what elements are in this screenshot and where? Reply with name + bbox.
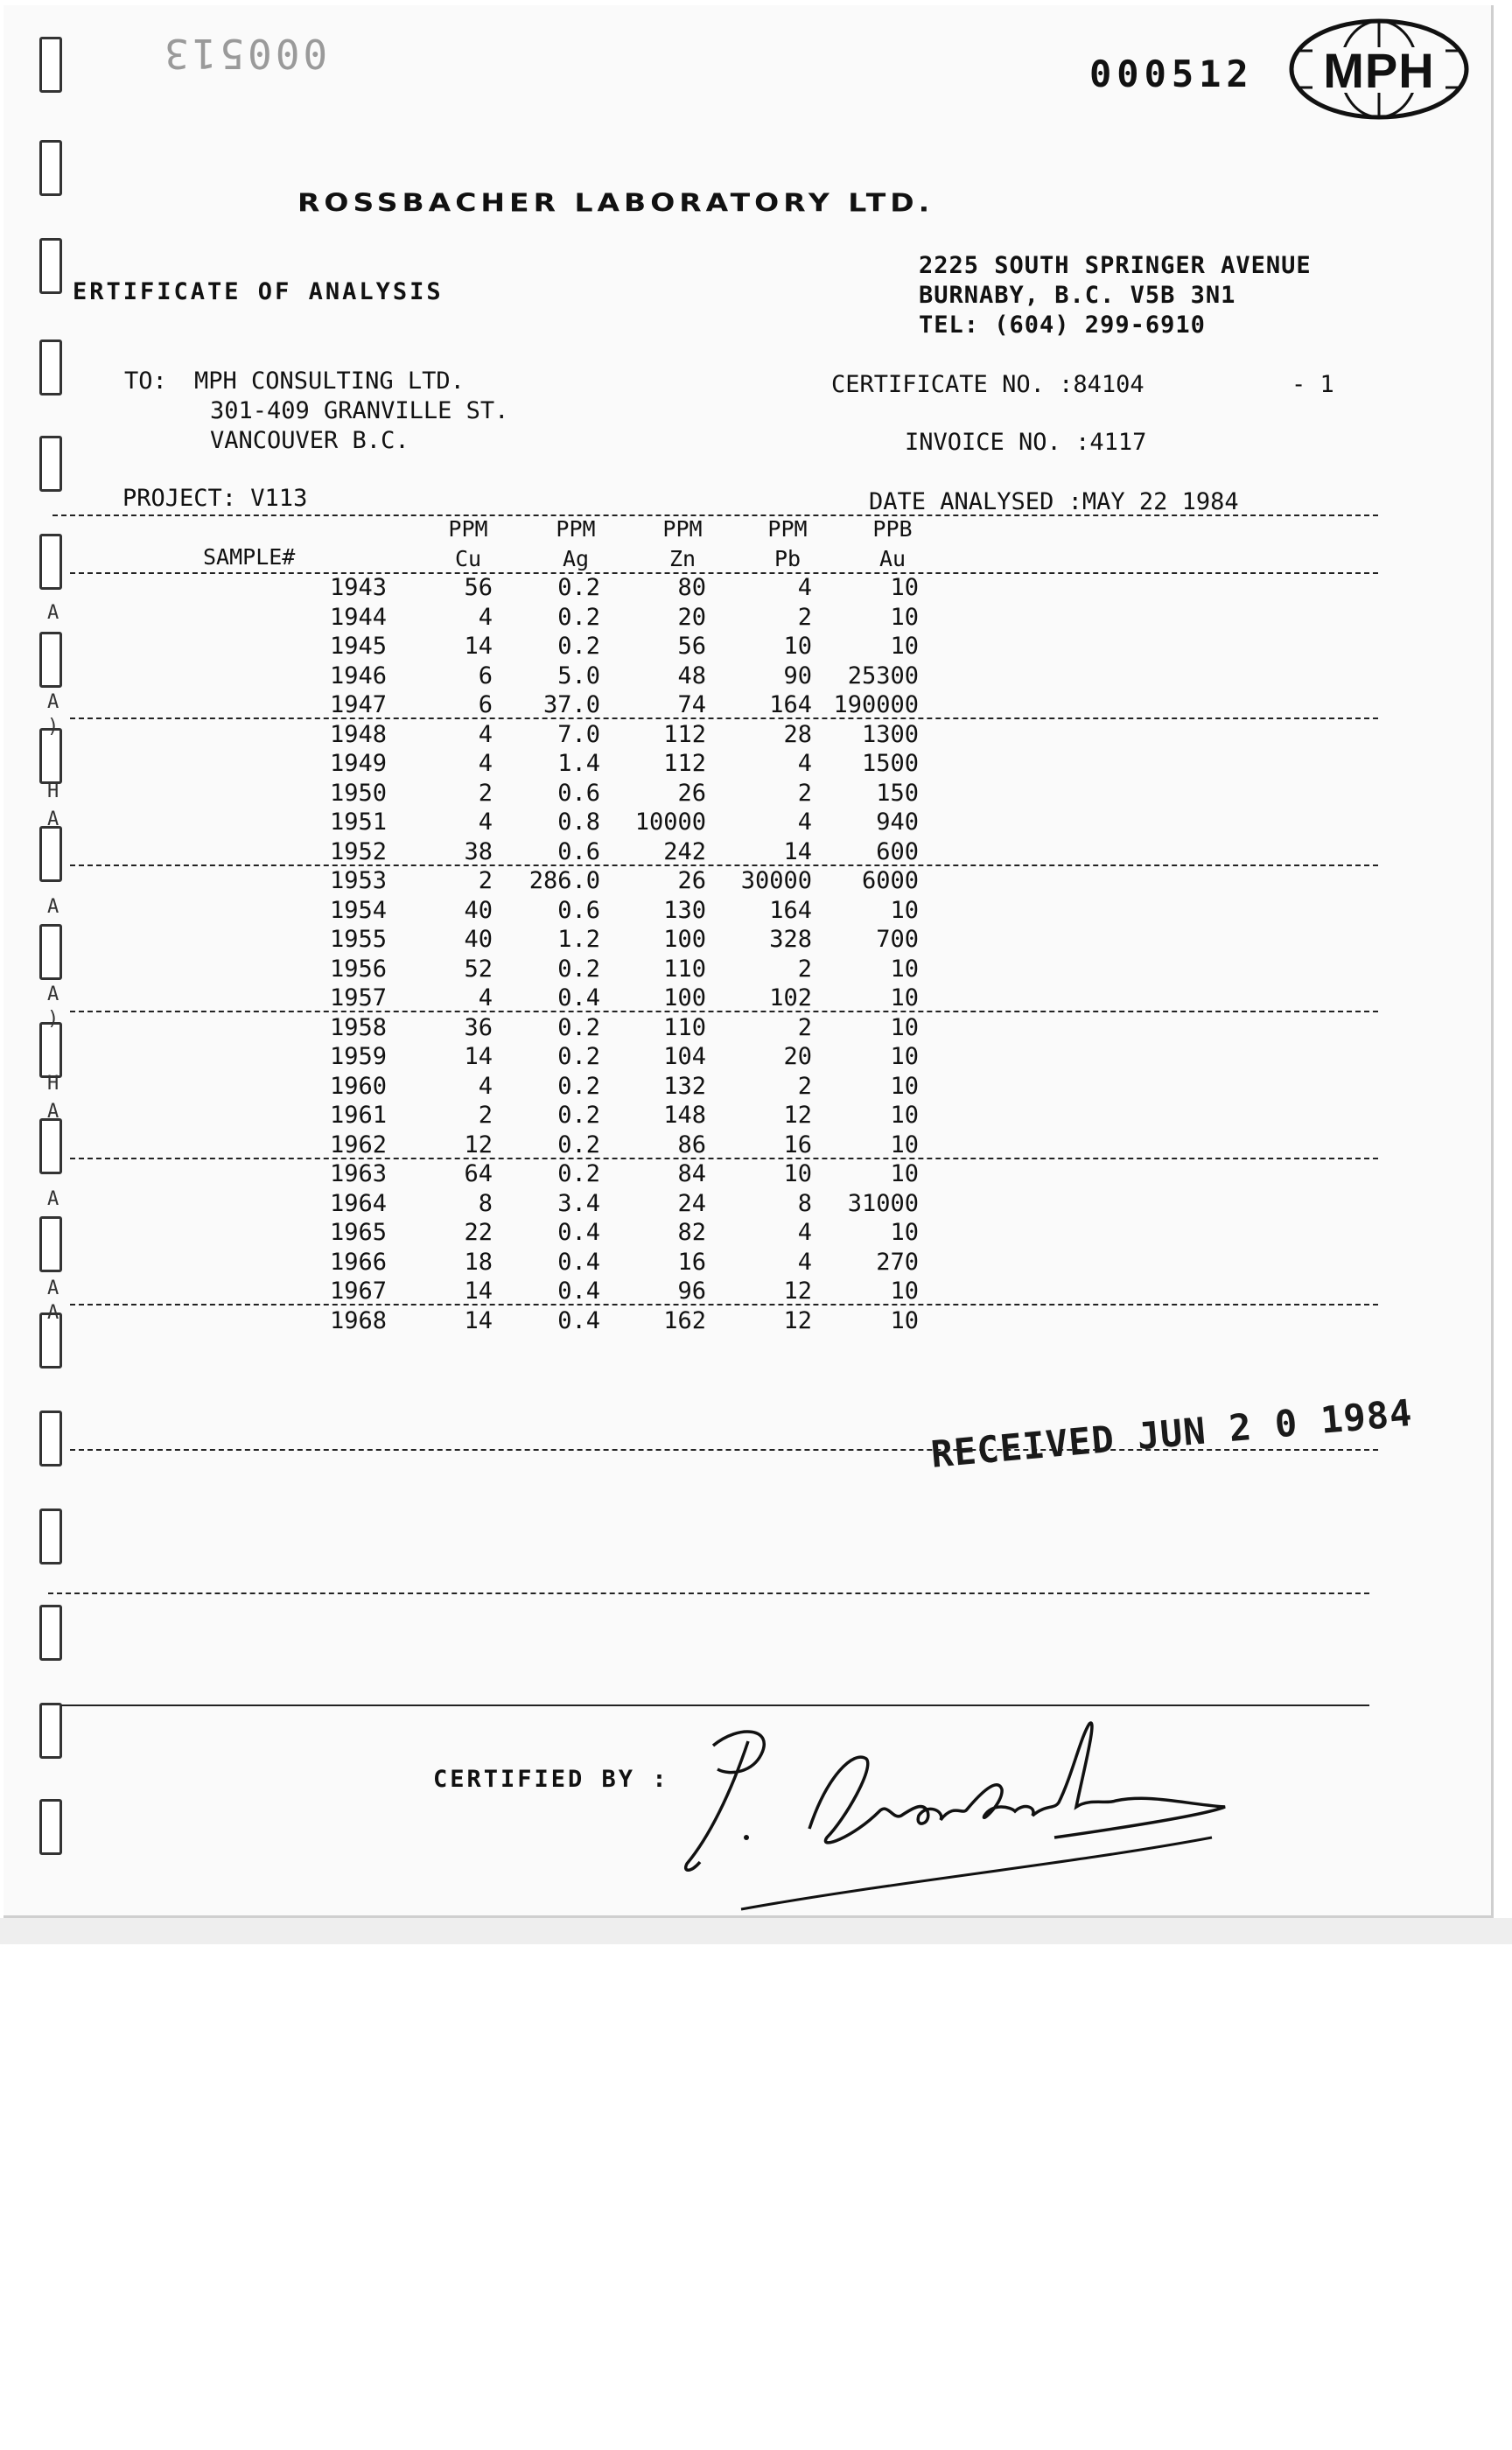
assay-value-ag: 0.6 [557, 896, 600, 924]
assay-value-au: 940 [876, 808, 919, 836]
assay-value-cu: 14 [464, 1278, 493, 1305]
assay-value-pb: 4 [797, 808, 812, 836]
assay-value-zn: 80 [677, 574, 706, 601]
assay-value-zn: 112 [663, 720, 706, 748]
assay-value-zn: 130 [663, 896, 706, 924]
assay-value-pb: 4 [797, 750, 812, 777]
assay-value-pb: 328 [769, 926, 812, 953]
assay-value-cu: 36 [464, 1013, 493, 1041]
assay-value-ag: 0.4 [557, 1306, 600, 1334]
sample-id: 1946 [329, 662, 387, 690]
assay-value-cu: 2 [478, 779, 493, 807]
assay-value-pb: 4 [797, 574, 812, 601]
assay-value-cu: 12 [464, 1130, 493, 1158]
assay-value-pb: 2 [797, 779, 812, 807]
margin-mark: A [47, 808, 60, 830]
assay-value-au: 10 [890, 984, 919, 1012]
sample-id: 1960 [329, 1072, 387, 1100]
assay-value-au: 10 [890, 603, 919, 631]
sample-id: 1951 [329, 808, 387, 836]
margin-mark: ) [47, 716, 60, 738]
sample-id: 1968 [329, 1306, 387, 1334]
assay-value-pb: 10 [783, 633, 812, 660]
assay-value-pb: 2 [797, 603, 812, 631]
received-stamp: RECEIVED JUN 2 0 1984 [929, 1390, 1415, 1476]
assay-value-pb: 30000 [740, 867, 812, 894]
assay-value-au: 190000 [833, 691, 919, 718]
document-type: ERTIFICATE OF ANALYSIS [73, 278, 444, 305]
assay-value-au: 31000 [847, 1189, 919, 1217]
assay-value-ag: 0.2 [557, 955, 600, 983]
document-number: 000512 [1089, 52, 1254, 95]
assay-value-cu: 14 [464, 1043, 493, 1070]
assay-value-zn: 20 [677, 603, 706, 631]
sample-id: 1943 [329, 574, 387, 601]
assay-value-au: 10 [890, 1278, 919, 1305]
assay-value-cu: 22 [464, 1219, 493, 1246]
assay-value-ag: 0.2 [557, 1130, 600, 1158]
assay-value-ag: 286.0 [528, 867, 600, 894]
assay-value-zn: 110 [663, 1013, 706, 1041]
assay-value-au: 1500 [861, 750, 919, 777]
page-number: - 1 [1292, 371, 1334, 398]
scan-edge [0, 1918, 1512, 1944]
assay-value-au: 10 [890, 1306, 919, 1334]
mph-logo [1288, 18, 1470, 121]
margin-mark: A [47, 1278, 60, 1299]
date-analysed: DATE ANALYSED :MAY 22 1984 [869, 488, 1239, 515]
assay-value-ag: 1.2 [557, 926, 600, 953]
assay-value-pb: 10 [783, 1160, 812, 1187]
assay-value-au: 10 [890, 1043, 919, 1070]
assay-value-zn: 48 [677, 662, 706, 690]
assay-value-au: 10 [890, 1130, 919, 1158]
assay-value-cu: 2 [478, 867, 493, 894]
assay-value-pb: 164 [769, 896, 812, 924]
assay-value-cu: 18 [464, 1248, 493, 1276]
invoice-number: INVOICE NO. :4117 [905, 429, 1147, 456]
sample-id: 1964 [329, 1189, 387, 1217]
assay-value-zn: 56 [677, 633, 706, 660]
assay-value-ag: 0.2 [557, 603, 600, 631]
assay-value-zn: 26 [677, 867, 706, 894]
assay-value-cu: 14 [464, 1306, 493, 1334]
sample-id: 1967 [329, 1278, 387, 1305]
assay-value-cu: 4 [478, 984, 493, 1012]
certified-by-label: CERTIFIED BY : [433, 1766, 669, 1793]
assay-value-ag: 3.4 [557, 1189, 600, 1217]
column-element: Au [878, 546, 906, 571]
assay-value-cu: 4 [478, 720, 493, 748]
assay-value-zn: 96 [677, 1278, 706, 1305]
assay-value-ag: 0.2 [557, 1013, 600, 1041]
assay-value-pb: 12 [783, 1102, 812, 1129]
sample-id: 1961 [329, 1102, 387, 1129]
column-element: Ag [562, 546, 590, 571]
assay-value-cu: 64 [464, 1160, 493, 1187]
margin-mark: ) [47, 1008, 60, 1030]
sample-id: 1963 [329, 1160, 387, 1187]
lab-telephone: TEL: (604) 299-6910 [919, 312, 1206, 339]
assay-value-zn: 100 [663, 926, 706, 953]
assay-value-ag: 0.8 [557, 808, 600, 836]
assay-value-au: 6000 [861, 867, 919, 894]
margin-mark: A [47, 602, 60, 624]
assay-value-pb: 14 [783, 837, 812, 865]
column-element: Zn [668, 546, 696, 571]
assay-value-ag: 0.2 [557, 1072, 600, 1100]
margin-mark: A [47, 1302, 60, 1324]
group-divider [70, 1011, 1378, 1012]
assay-value-pb: 28 [783, 720, 812, 748]
assay-value-au: 600 [876, 837, 919, 865]
sample-id: 1945 [329, 633, 387, 660]
assay-value-zn: 112 [663, 750, 706, 777]
signature [678, 1706, 1238, 1916]
margin-mark: A [47, 1188, 60, 1210]
assay-value-cu: 4 [478, 1072, 493, 1100]
assay-value-pb: 4 [797, 1248, 812, 1276]
assay-value-ag: 0.2 [557, 574, 600, 601]
divider-line [48, 1592, 1369, 1594]
assay-value-pb: 16 [783, 1130, 812, 1158]
assay-value-pb: 164 [769, 691, 812, 718]
assay-value-cu: 40 [464, 926, 493, 953]
margin-mark: H [47, 1073, 60, 1095]
assay-value-ag: 7.0 [557, 720, 600, 748]
logo-text: MPH [1323, 43, 1435, 98]
assay-value-cu: 56 [464, 574, 493, 601]
project-label: PROJECT: V113 [122, 485, 308, 512]
assay-value-zn: 110 [663, 955, 706, 983]
assay-value-zn: 24 [677, 1189, 706, 1217]
recipient-name: MPH CONSULTING LTD. [194, 368, 465, 395]
assay-value-pb: 4 [797, 1219, 812, 1246]
lab-name: ROSSBACHER LABORATORY LTD. [298, 187, 934, 218]
assay-value-pb: 102 [769, 984, 812, 1012]
column-element: Cu [454, 546, 482, 571]
assay-value-ag: 0.4 [557, 1248, 600, 1276]
assay-value-zn: 148 [663, 1102, 706, 1129]
assay-value-au: 700 [876, 926, 919, 953]
assay-value-pb: 12 [783, 1306, 812, 1334]
assay-value-pb: 2 [797, 1013, 812, 1041]
to-label: TO: [124, 368, 167, 395]
sample-id: 1948 [329, 720, 387, 748]
assay-value-zn: 86 [677, 1130, 706, 1158]
assay-value-cu: 2 [478, 1102, 493, 1129]
column-unit: PPM [767, 516, 808, 542]
assay-value-ag: 0.2 [557, 1102, 600, 1129]
column-unit: PPM [556, 516, 596, 542]
assay-value-cu: 4 [478, 603, 493, 631]
assay-value-ag: 0.6 [557, 779, 600, 807]
sample-id: 1965 [329, 1219, 387, 1246]
margin-mark: A [47, 691, 60, 713]
assay-value-cu: 4 [478, 808, 493, 836]
column-unit: PPM [448, 516, 488, 542]
assay-value-au: 10 [890, 633, 919, 660]
assay-value-ag: 0.4 [557, 1219, 600, 1246]
assay-value-ag: 1.4 [557, 750, 600, 777]
sample-id: 1959 [329, 1043, 387, 1070]
sample-id: 1962 [329, 1130, 387, 1158]
assay-value-ag: 0.2 [557, 1043, 600, 1070]
assay-value-zn: 74 [677, 691, 706, 718]
assay-value-zn: 26 [677, 779, 706, 807]
assay-value-cu: 8 [478, 1189, 493, 1217]
assay-value-pb: 90 [783, 662, 812, 690]
assay-value-pb: 12 [783, 1278, 812, 1305]
assay-value-cu: 52 [464, 955, 493, 983]
assay-value-pb: 8 [797, 1189, 812, 1217]
recipient-city: VANCOUVER B.C. [210, 427, 410, 454]
assay-value-au: 1300 [861, 720, 919, 748]
sample-id: 1950 [329, 779, 387, 807]
assay-value-zn: 104 [663, 1043, 706, 1070]
margin-mark: A [47, 1101, 60, 1123]
sample-id: 1958 [329, 1013, 387, 1041]
lab-address-city: BURNABY, B.C. V5B 3N1 [919, 282, 1236, 309]
group-divider [70, 1304, 1378, 1306]
sample-id: 1954 [329, 896, 387, 924]
column-unit: PPM [662, 516, 703, 542]
assay-value-cu: 4 [478, 750, 493, 777]
assay-value-zn: 132 [663, 1072, 706, 1100]
assay-value-au: 10 [890, 1102, 919, 1129]
assay-value-ag: 0.6 [557, 837, 600, 865]
sample-id: 1944 [329, 603, 387, 631]
signature-mark [678, 1706, 1238, 1916]
assay-value-ag: 5.0 [557, 662, 600, 690]
sample-id: 1966 [329, 1248, 387, 1276]
assay-value-cu: 38 [464, 837, 493, 865]
column-unit: PPB [872, 516, 913, 542]
assay-value-zn: 84 [677, 1160, 706, 1187]
sample-column-header: SAMPLE# [203, 544, 296, 570]
assay-value-cu: 40 [464, 896, 493, 924]
sample-id: 1949 [329, 750, 387, 777]
assay-value-pb: 20 [783, 1043, 812, 1070]
margin-mark: A [47, 984, 60, 1005]
assay-value-ag: 37.0 [542, 691, 600, 718]
assay-value-au: 25300 [847, 662, 919, 690]
faint-document-number: 000513 [161, 30, 328, 77]
assay-value-au: 10 [890, 1072, 919, 1100]
sample-id: 1955 [329, 926, 387, 953]
assay-value-au: 10 [890, 955, 919, 983]
sample-id: 1957 [329, 984, 387, 1012]
sample-id: 1952 [329, 837, 387, 865]
assay-value-au: 10 [890, 1160, 919, 1187]
assay-value-au: 270 [876, 1248, 919, 1276]
assay-value-zn: 16 [677, 1248, 706, 1276]
assay-value-zn: 82 [677, 1219, 706, 1246]
group-divider [70, 1158, 1378, 1159]
sample-id: 1953 [329, 867, 387, 894]
assay-value-zn: 242 [663, 837, 706, 865]
certificate-number: CERTIFICATE NO. :84104 [831, 371, 1144, 398]
margin-mark: A [47, 896, 60, 918]
assay-value-zn: 100 [663, 984, 706, 1012]
margin-mark: H [47, 780, 60, 802]
assay-value-pb: 2 [797, 1072, 812, 1100]
group-divider [70, 864, 1378, 866]
assay-value-pb: 2 [797, 955, 812, 983]
group-divider [70, 718, 1378, 719]
sample-id: 1947 [329, 691, 387, 718]
assay-value-au: 10 [890, 1219, 919, 1246]
assay-value-ag: 0.4 [557, 1278, 600, 1305]
assay-value-au: 150 [876, 779, 919, 807]
assay-value-ag: 0.2 [557, 633, 600, 660]
assay-value-zn: 162 [663, 1306, 706, 1334]
assay-value-ag: 0.2 [557, 1160, 600, 1187]
margin-marks [47, 0, 74, 1910]
recipient-street: 301-409 GRANVILLE ST. [210, 397, 509, 424]
assay-value-ag: 0.4 [557, 984, 600, 1012]
assay-value-au: 10 [890, 574, 919, 601]
assay-value-cu: 6 [478, 662, 493, 690]
assay-value-cu: 14 [464, 633, 493, 660]
assay-value-cu: 6 [478, 691, 493, 718]
sample-id: 1956 [329, 955, 387, 983]
assay-value-au: 10 [890, 896, 919, 924]
column-element: Pb [774, 546, 802, 571]
lab-address-street: 2225 SOUTH SPRINGER AVENUE [919, 252, 1312, 279]
assay-value-au: 10 [890, 1013, 919, 1041]
assay-value-zn: 10000 [634, 808, 706, 836]
